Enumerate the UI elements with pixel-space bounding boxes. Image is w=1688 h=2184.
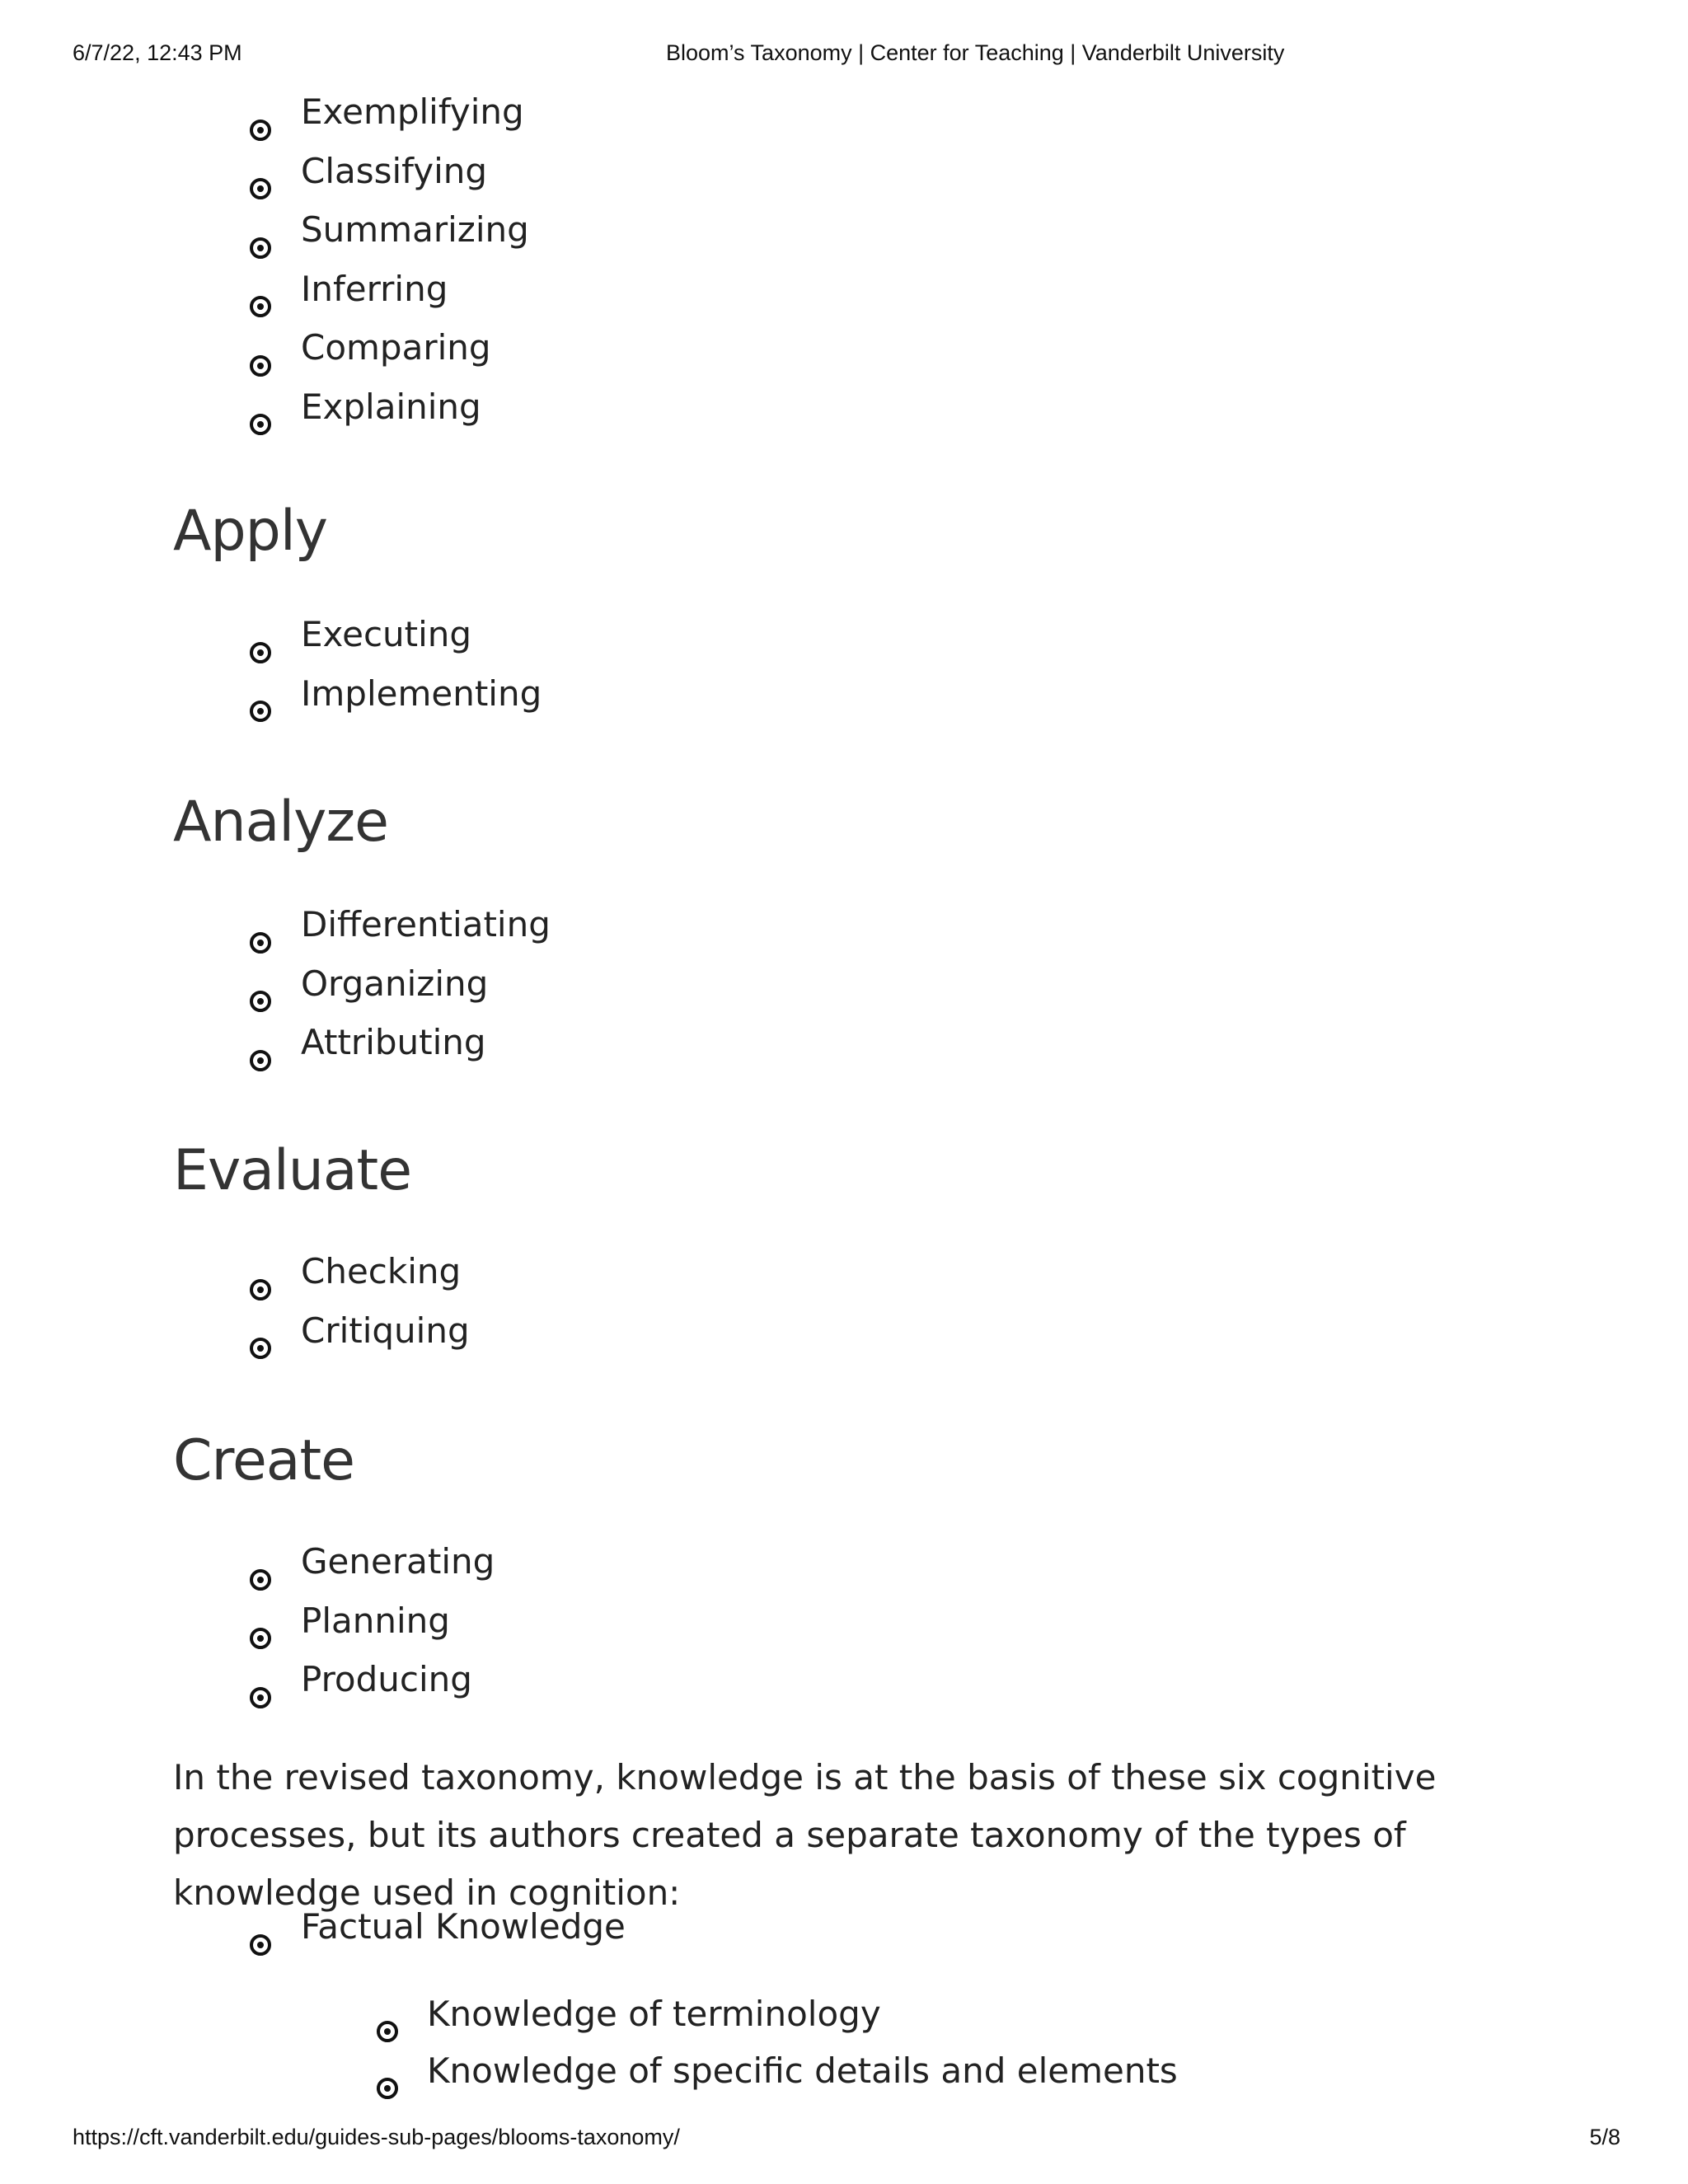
list-item: [173, 1897, 626, 1957]
heading-evaluate: Evaluate: [173, 1138, 412, 1203]
list-item: [173, 605, 542, 664]
heading-analyze: Analyze: [173, 790, 388, 855]
print-header: [0, 40, 1688, 68]
print-url: https://cft.vanderbilt.edu/guides-sub-pages/blooms-taxonomy/: [73, 2125, 680, 2149]
list-item: [173, 318, 529, 377]
list-item-label: Factual Knowledge: [301, 1906, 626, 1947]
apply-subprocess-list: [173, 605, 542, 723]
list-item: [173, 2042, 1178, 2099]
list-item-label: Classifying: [301, 150, 488, 191]
print-page-number: 5/8: [1589, 2125, 1620, 2149]
list-item: [173, 82, 529, 142]
circle-dot-icon: [249, 1609, 272, 1632]
knowledge-intro-paragraph: In the revised taxonomy, knowledge is at the basis of these six cognitive processes, but its authors created a separate taxonomy of the types of knowledge used in cognition:: [173, 1757, 1437, 1913]
circle-dot-icon: [249, 277, 272, 300]
list-item-label: Planning: [301, 1600, 450, 1641]
list-item-label: Critiquing: [301, 1310, 470, 1351]
circle-dot-icon: [249, 972, 272, 995]
list-item: [173, 1591, 495, 1651]
list-item: [173, 200, 529, 260]
print-footer: [0, 2125, 1688, 2153]
circle-dot-icon: [249, 913, 272, 936]
understand-subprocess-list: [173, 82, 529, 436]
knowledge-types-list: [173, 1897, 626, 1957]
circle-dot-icon: [249, 218, 272, 241]
list-item-label: Differentiating: [301, 904, 551, 944]
list-item: [173, 142, 529, 201]
circle-dot-icon: [249, 682, 272, 705]
list-item: [173, 954, 551, 1014]
list-item: [173, 895, 551, 954]
analyze-subprocess-list: [173, 895, 551, 1072]
circle-dot-icon: [249, 1319, 272, 1342]
circle-dot-icon: [249, 101, 272, 124]
list-item-label: Executing: [301, 614, 472, 654]
list-item: [173, 1242, 470, 1301]
list-item-label: Explaining: [301, 386, 481, 427]
list-item-label: Inferring: [301, 268, 448, 309]
circle-dot-icon: [249, 336, 272, 359]
list-item-label: Knowledge of specific details and elements: [427, 2050, 1178, 2091]
circle-dot-icon: [249, 1031, 272, 1054]
list-item: [173, 377, 529, 437]
circle-dot-icon: [249, 623, 272, 646]
circle-dot-icon: [249, 1550, 272, 1573]
create-subprocess-list: [173, 1532, 495, 1709]
circle-dot-icon: [249, 1915, 272, 1938]
print-page-title: Bloom’s Taxonomy | Center for Teaching | Vanderbilt University: [666, 40, 1285, 65]
print-datetime: 6/7/22, 12:43 PM: [73, 40, 242, 65]
list-item-label: Generating: [301, 1541, 495, 1582]
list-item-label: Comparing: [301, 327, 491, 368]
factual-knowledge-sublist: [173, 1985, 1178, 2099]
evaluate-subprocess-list: [173, 1242, 470, 1360]
circle-dot-icon: [249, 1668, 272, 1691]
heading-apply: Apply: [173, 499, 327, 564]
list-item: [173, 1532, 495, 1591]
circle-dot-icon: [249, 159, 272, 182]
list-item-label: Exemplifying: [301, 91, 524, 132]
list-item: [173, 260, 529, 319]
list-item-label: Knowledge of terminology: [427, 1994, 881, 2034]
list-item: [173, 664, 542, 724]
list-item-label: Producing: [301, 1659, 472, 1699]
list-item: [173, 1650, 495, 1709]
list-item: [173, 1985, 1178, 2042]
heading-create: Create: [173, 1428, 354, 1493]
list-item-label: Checking: [301, 1251, 462, 1291]
circle-dot-icon: [376, 2003, 399, 2026]
list-item-label: Organizing: [301, 963, 489, 1004]
list-item: [173, 1013, 551, 1072]
circle-dot-icon: [376, 2060, 399, 2083]
list-item-label: Attributing: [301, 1022, 486, 1062]
circle-dot-icon: [249, 395, 272, 418]
list-item-label: Summarizing: [301, 209, 529, 250]
circle-dot-icon: [249, 1260, 272, 1283]
list-item: [173, 1301, 470, 1361]
list-item-label: Implementing: [301, 673, 542, 714]
